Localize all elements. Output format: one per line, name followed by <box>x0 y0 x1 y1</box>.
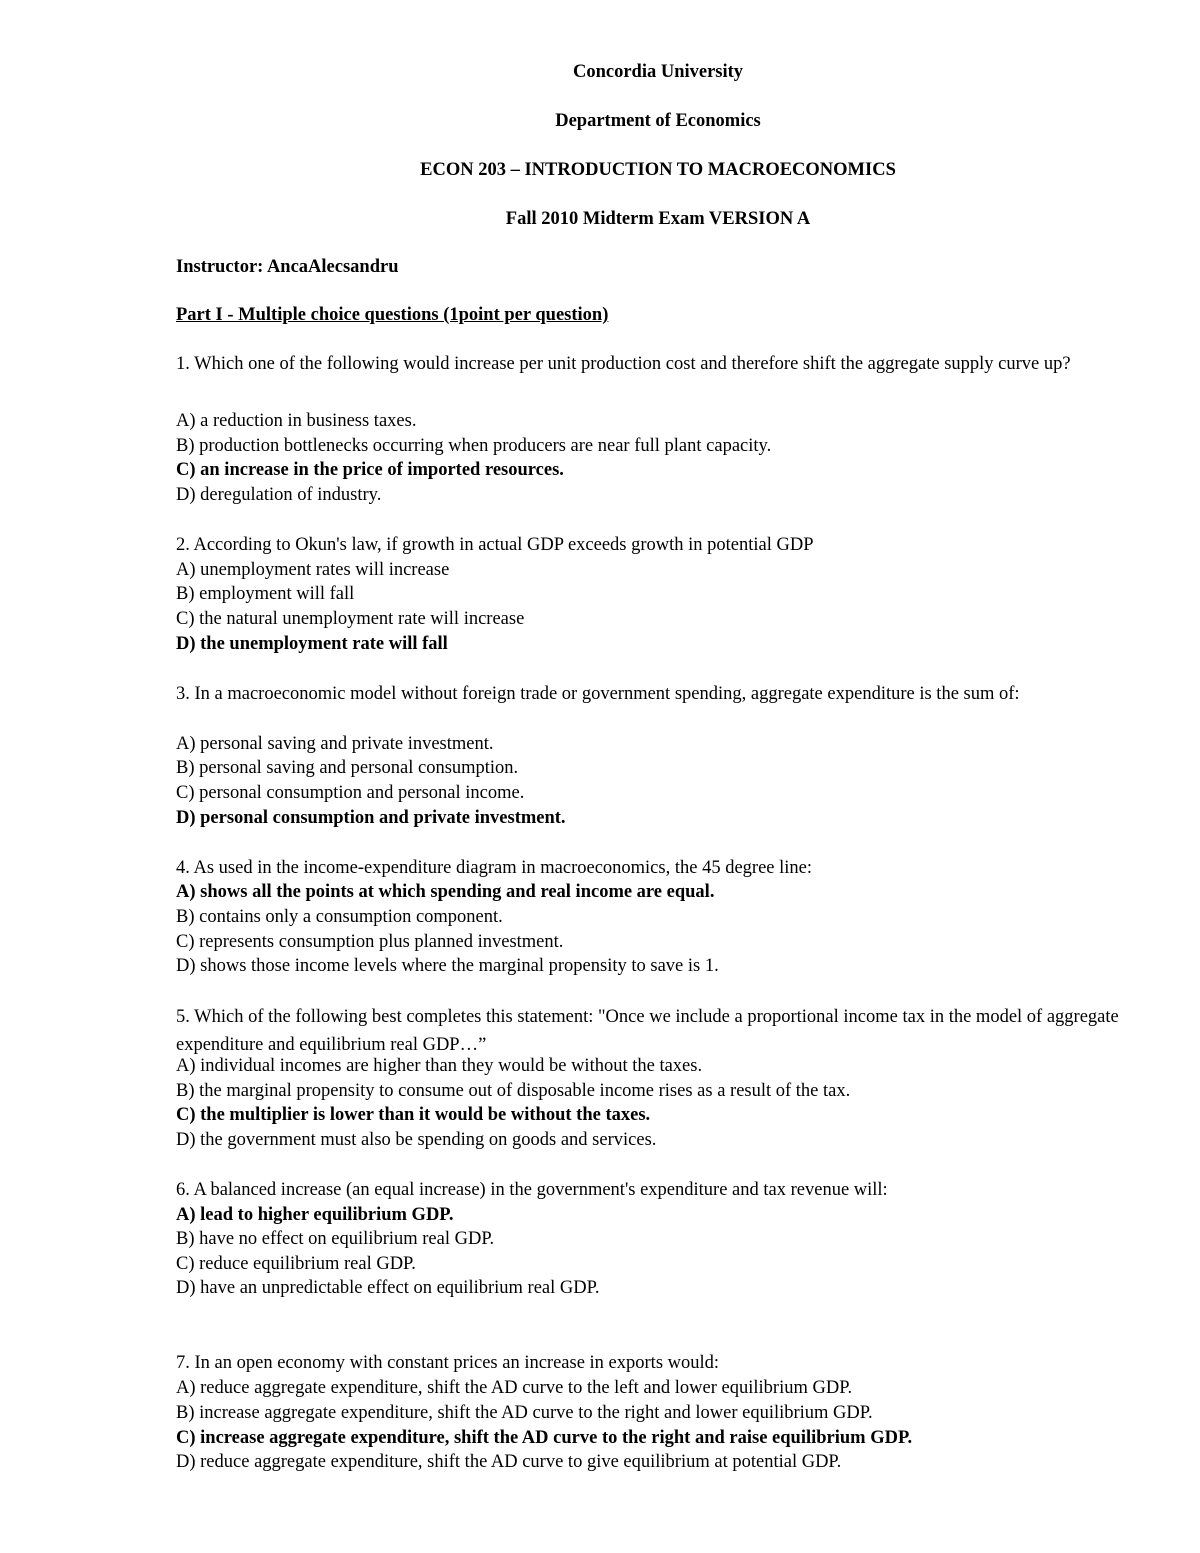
option-a: A) a reduction in business taxes. <box>176 411 417 431</box>
question-text: 5. Which of the following best completes this statement: "Once we include a proportional income tax in the model of aggregate expenditure and equilibrium real GDP…” <box>176 1007 1119 1055</box>
option-a-correct: A) shows all the points at which spending and real income are equal. <box>176 882 715 902</box>
option-d: D) reduce aggregate expenditure, shift the AD curve to give equilibrium at potential GDP. <box>176 1452 842 1472</box>
option-b: B) production bottlenecks occurring when producers are near full plant capacity. <box>176 436 772 456</box>
option-c: C) represents consumption plus planned investment. <box>176 932 564 952</box>
option-b: B) contains only a consumption component. <box>176 907 503 927</box>
option-a: A) reduce aggregate expenditure, shift the AD curve to the left and lower equilibrium GDP. <box>176 1378 853 1398</box>
part-heading: Part I - Multiple choice questions (1point per question) <box>176 305 609 325</box>
option-a-correct: A) lead to higher equilibrium GDP. <box>176 1205 454 1225</box>
university-title: Concordia University <box>572 62 744 82</box>
option-a: A) individual incomes are higher than they would be without the taxes. <box>176 1056 703 1076</box>
option-c-correct: C) an increase in the price of imported resources. <box>176 460 564 480</box>
option-b: B) the marginal propensity to consume out of disposable income rises as a result of the tax. <box>176 1081 851 1101</box>
question-text: 2. According to Okun's law, if growth in actual GDP exceeds growth in potential GDP <box>176 535 814 555</box>
option-c: C) personal consumption and personal income. <box>176 783 525 803</box>
option-d: D) shows those income levels where the marginal propensity to save is 1. <box>176 956 719 976</box>
option-b: B) increase aggregate expenditure, shift the AD curve to the right and lower equilibrium GDP. <box>176 1403 873 1423</box>
option-b: B) have no effect on equilibrium real GDP. <box>176 1229 495 1249</box>
option-d: D) deregulation of industry. <box>176 485 382 505</box>
option-d: D) the government must also be spending on goods and services. <box>176 1130 657 1150</box>
option-d: D) have an unpredictable effect on equilibrium real GDP. <box>176 1278 600 1298</box>
option-c: C) the natural unemployment rate will increase <box>176 609 525 629</box>
option-b: B) employment will fall <box>176 584 355 604</box>
question-text: 3. In a macroeconomic model without foreign trade or government spending, aggregate expenditure is the sum of: <box>176 684 1020 704</box>
option-d-correct: D) the unemployment rate will fall <box>176 634 448 654</box>
question-text: 4. As used in the income-expenditure diagram in macroeconomics, the 45 degree line: <box>176 858 812 878</box>
option-a: A) unemployment rates will increase <box>176 560 450 580</box>
option-a: A) personal saving and private investment. <box>176 734 494 754</box>
option-c: C) reduce equilibrium real GDP. <box>176 1254 416 1274</box>
question-text: 7. In an open economy with constant prices an increase in exports would: <box>176 1353 720 1373</box>
course-title: ECON 203 – INTRODUCTION TO MACROECONOMICS <box>420 160 896 180</box>
department-title: Department of Economics <box>555 111 761 131</box>
question-text: 6. A balanced increase (an equal increase) in the government's expenditure and tax revenue will: <box>176 1180 888 1200</box>
option-d-correct: D) personal consumption and private investment. <box>176 808 566 828</box>
option-b: B) personal saving and personal consumption. <box>176 758 519 778</box>
question-text: 1. Which one of the following would increase per unit production cost and therefore shift the aggregate supply curve up? <box>176 354 1071 374</box>
option-c-correct: C) the multiplier is lower than it would be without the taxes. <box>176 1105 651 1125</box>
exam-title: Fall 2010 Midterm Exam VERSION A <box>505 209 811 229</box>
option-c-correct: C) increase aggregate expenditure, shift the AD curve to the right and raise equilibrium GDP. <box>176 1428 913 1448</box>
instructor-line: Instructor: AncaAlecsandru <box>176 257 399 277</box>
